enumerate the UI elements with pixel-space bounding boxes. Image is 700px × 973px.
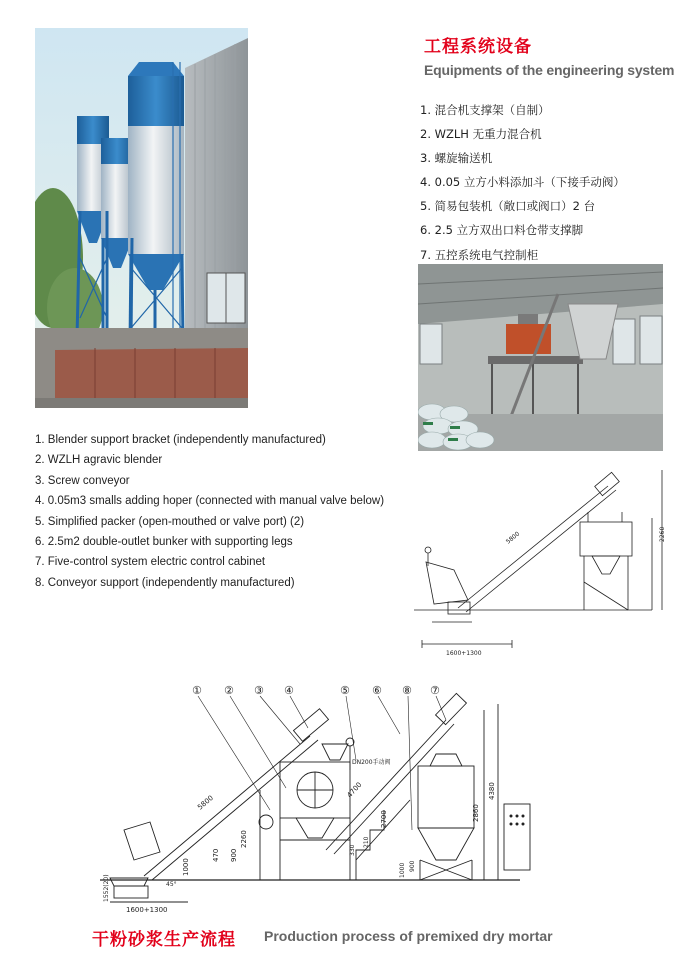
- svg-text:2260: 2260: [659, 526, 666, 542]
- callout-7: ⑦: [430, 684, 440, 697]
- list-item: 3. Screw conveyor: [35, 474, 130, 487]
- list-item: 3. 螺旋输送机: [420, 151, 493, 166]
- svg-text:1552(20): 1552(20): [103, 874, 110, 902]
- list-item: 5. 简易包装机（敞口或阀口）2 台: [420, 199, 596, 214]
- list-item: 4. 0.05 立方小料添加斗（下接手动阀）: [420, 175, 625, 190]
- callout-3: ③: [254, 684, 264, 697]
- callout-6: ⑥: [372, 684, 382, 697]
- footer-title-cn: 干粉砂浆生产流程: [92, 930, 236, 950]
- svg-text:1600+1300: 1600+1300: [126, 906, 168, 914]
- equipment-list-cn: [420, 98, 625, 291]
- svg-text:5800: 5800: [196, 793, 215, 812]
- process-flow-drawing: [100, 680, 540, 920]
- svg-text:2860: 2860: [472, 804, 480, 822]
- callout-8: ⑧: [402, 684, 412, 697]
- svg-text:5800: 5800: [504, 530, 522, 546]
- callout-2: ②: [224, 684, 234, 697]
- list-item: 5. Simplified packer (open-mouthed or valve port) (2): [35, 515, 305, 528]
- svg-text:4380: 4380: [488, 782, 496, 800]
- svg-text:2700: 2700: [380, 810, 388, 828]
- svg-text:900: 900: [230, 848, 238, 862]
- footer-title-en: Production process of premixed dry mortar: [264, 928, 553, 944]
- svg-text:45°: 45°: [166, 881, 177, 888]
- svg-text:1000: 1000: [182, 858, 190, 876]
- list-item: 6. 2.5m2 double-outlet bunker with supporting legs: [35, 535, 293, 548]
- svg-text:1000: 1000: [399, 862, 406, 878]
- list-item: 1. Blender support bracket (independently manufactured): [35, 434, 326, 446]
- section-title-en: Equipments of the engineering system: [424, 62, 675, 78]
- list-item: 8. Conveyor support (independently manufactured): [35, 576, 295, 589]
- svg-text:DN200手动阀: DN200手动阀: [352, 759, 391, 766]
- equipment-list-en: [35, 430, 384, 593]
- small-layout-drawing: [412, 462, 670, 658]
- svg-text:210: 210: [363, 836, 370, 848]
- svg-text:2260: 2260: [240, 830, 248, 848]
- list-item: 2. WZLH agravic blender: [35, 454, 163, 467]
- svg-text:900: 900: [409, 860, 416, 872]
- plant-photo: [418, 264, 663, 451]
- svg-text:330: 330: [349, 844, 356, 856]
- small-dim-bottom: 1600+1300: [446, 650, 482, 657]
- svg-text:470: 470: [212, 848, 220, 862]
- silo-photo: [35, 28, 248, 408]
- list-item: 2. WZLH 无重力混合机: [420, 127, 542, 142]
- list-item: 7. Five-control system electric control cabinet: [35, 556, 266, 569]
- list-item: 1. 混合机支撑架（自制）: [420, 103, 550, 117]
- list-item: 7. 五控系统电气控制柜: [420, 247, 539, 262]
- callout-5: ⑤: [340, 684, 350, 697]
- section-title-cn: 工程系统设备: [424, 37, 532, 57]
- callout-1: ①: [192, 684, 202, 697]
- list-item: 6. 2.5 立方双出口料仓带支撑脚: [420, 223, 584, 238]
- list-item: 4. 0.05m3 smalls adding hoper (connected with manual valve below): [35, 495, 385, 508]
- callout-4: ④: [284, 684, 294, 697]
- svg-text:4700: 4700: [345, 780, 364, 800]
